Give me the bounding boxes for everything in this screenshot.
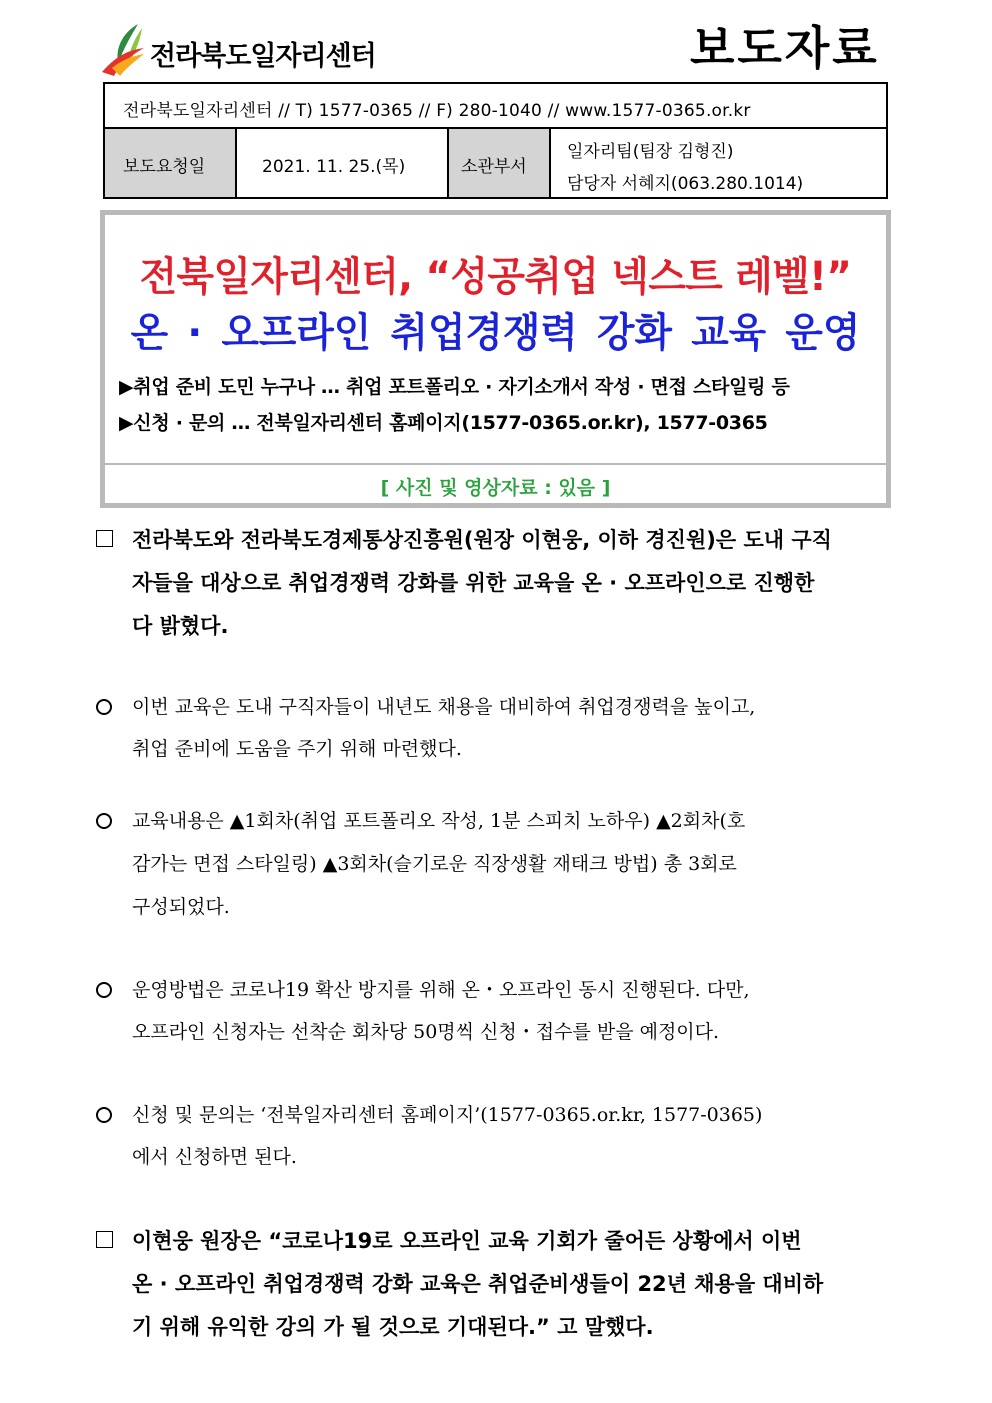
paragraph-line: 오프라인 신청자는 선착순 회차당 50명씩 신청・접수를 받을 예정이다. — [132, 1021, 720, 1043]
headline-subpoint-2: ▶신청 · 문의 … 전북일자리센터 홈페이지(1577-0365.or.kr), 1577-0365 — [119, 412, 768, 434]
paragraph-line: 운영방법은 코로나19 확산 방지를 위해 온・오프라인 동시 진행된다. 다만, — [132, 979, 750, 1001]
contact-bar — [103, 82, 888, 129]
circle-bullet-icon — [96, 813, 112, 829]
org-name: 전라북도일자리센터 — [150, 41, 376, 72]
headline-title-line2: 온 · 오프라인 취업경쟁력 강화 교육 운영 — [130, 310, 861, 356]
circle-bullet-icon — [96, 1107, 112, 1123]
org-logo-icon — [98, 22, 148, 78]
paragraph-line: 취업 준비에 도움을 주기 위해 마련했다. — [132, 738, 462, 760]
contact-info: 전라북도일자리센터 // T) 1577-0365 // F) 280-1040 // www.1577-0365.or.kr — [123, 101, 751, 121]
headline-box — [100, 210, 891, 508]
document-type-title: 보도자료 — [690, 21, 880, 75]
paragraph-line: 교육내용은 ▲1회차(취업 포트폴리오 작성, 1분 스피치 노하우) ▲2회차(호 — [132, 810, 746, 832]
paragraph-line: 감가는 면접 스타일링) ▲3회차(슬기로운 직장생활 재태크 방법) 총 3회로 — [132, 853, 737, 875]
paragraph-line: 신청 및 문의는 ‘전북일자리센터 홈페이지’(1577-0365.or.kr, 1577-0365) — [132, 1104, 763, 1126]
date-label-cell — [105, 129, 235, 197]
paragraph-line: 다 밝혔다. — [132, 614, 229, 638]
paragraph-line: 에서 신청하면 된다. — [132, 1146, 297, 1168]
dept-label: 소관부서 — [461, 157, 527, 177]
org-logo — [98, 22, 398, 78]
date-value: 2021. 11. 25.(목) — [262, 157, 406, 177]
headline-title-line1: 전북일자리센터, “성공취업 넥스트 레벨!” — [139, 254, 852, 300]
dept-label-cell — [447, 129, 549, 197]
info-table — [103, 127, 888, 199]
paragraph-line: 자들을 대상으로 취업경쟁력 강화를 위한 교육을 온 · 오프라인으로 진행한 — [132, 571, 815, 595]
circle-bullet-icon — [96, 699, 112, 715]
paragraph-line: 전라북도와 전라북도경제통상진흥원(원장 이현웅, 이하 경진원)은 도내 구직 — [132, 528, 832, 552]
dept-contact: 담당자 서혜지(063.280.1014) — [567, 174, 804, 194]
paragraph-line: 온 · 오프라인 취업경쟁력 강화 교육은 취업준비생들이 22년 채용을 대비하 — [132, 1272, 824, 1296]
dept-team: 일자리팀(팀장 김형진) — [567, 142, 734, 162]
photo-availability-note: [ 사진 및 영상자료 : 있음 ] — [380, 477, 611, 499]
paragraph-line: 기 위해 유익한 강의 가 될 것으로 기대된다.” 고 말했다. — [132, 1315, 654, 1339]
circle-bullet-icon — [96, 982, 112, 998]
date-label: 보도요청일 — [123, 157, 206, 177]
date-value-cell — [235, 129, 447, 197]
dept-value-cell — [549, 129, 886, 197]
paragraph-line: 구성되었다. — [132, 896, 230, 918]
paragraph-line: 이현웅 원장은 “코로나19로 오프라인 교육 기회가 줄어든 상황에서 이번 — [132, 1229, 802, 1253]
square-bullet-icon — [96, 530, 113, 547]
headline-inner — [105, 215, 886, 465]
square-bullet-icon — [96, 1231, 113, 1248]
paragraph-line: 이번 교육은 도내 구직자들이 내년도 채용을 대비하여 취업경쟁력을 높이고, — [132, 696, 756, 718]
headline-subpoint-1: ▶취업 준비 도민 누구나 … 취업 포트폴리오 · 자기소개서 작성 · 면접 스타일링 등 — [119, 376, 790, 398]
